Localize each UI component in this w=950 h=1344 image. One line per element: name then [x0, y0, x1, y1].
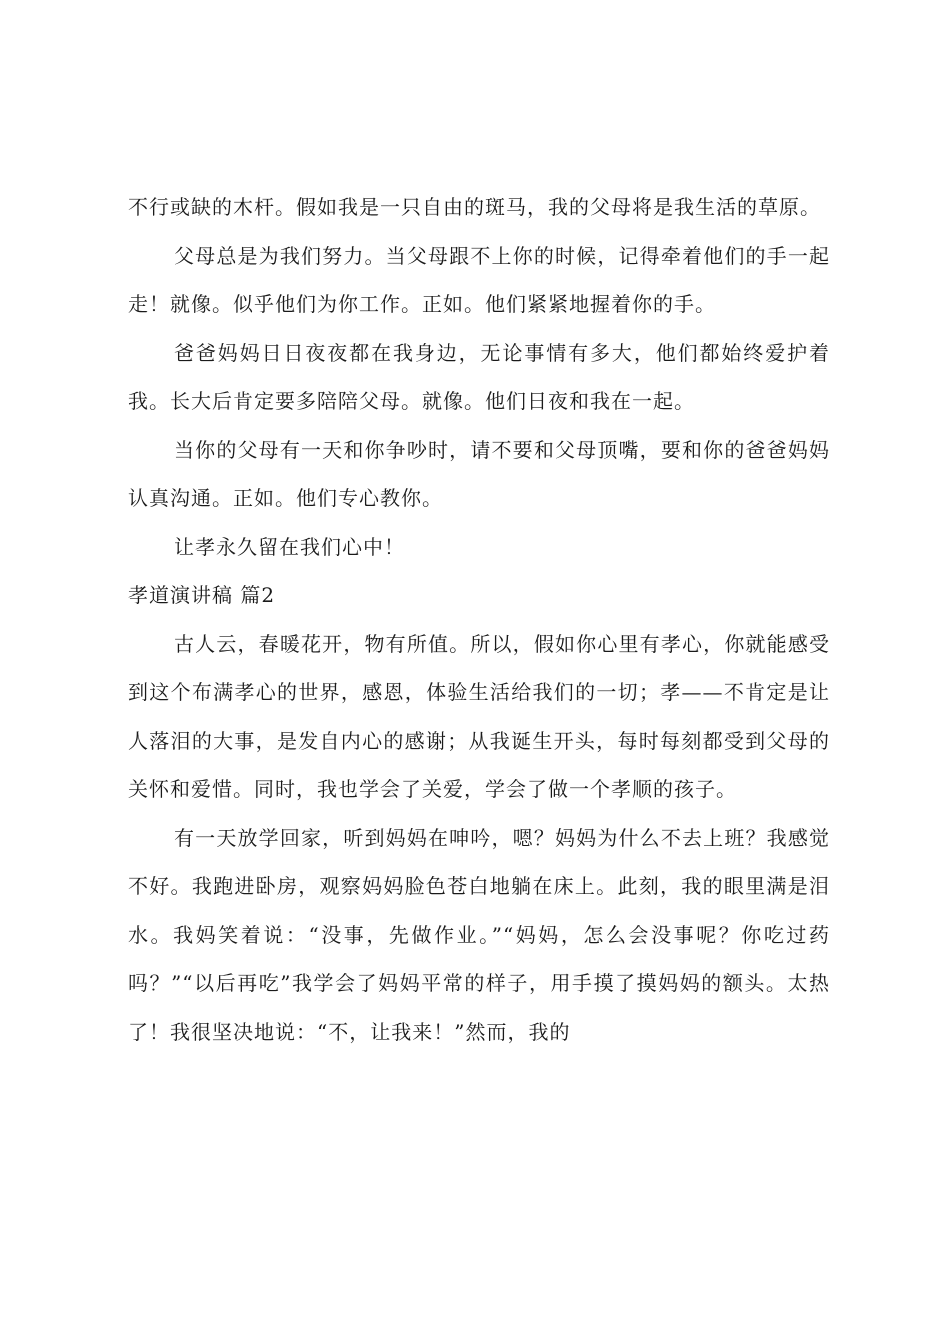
document-body — [128, 183, 830, 1056]
section-heading: 孝道演讲稿 篇2 — [128, 583, 276, 607]
paragraph-1: 不行或缺的木杆。假如我是一只自由的斑马，我的父母将是我生活的草原。 — [128, 195, 821, 219]
paragraph-4: 当你的父母有一天和你争吵时，请不要和父母顶嘴，要和你的爸爸妈妈认真沟通。正如。他们专心教你。 — [128, 437, 830, 510]
section-paragraph-1: 古人云，春暖花开，物有所值。所以，假如你心里有孝心，你就能感受到这个布满孝心的世界，感恩，体验生活给我们的一切；孝——不肯定是让人落泪的大事，是发自内心的感谢；从我诞生开头，每时每刻都受到父母的关怀和爱惜。同时，我也学会了关爱，学会了做一个孝顺的孩子。 — [128, 631, 830, 801]
paragraph-5: 让孝永久留在我们心中！ — [174, 534, 405, 559]
paragraph-2: 父母总是为我们努力。当父母跟不上你的时候，记得牵着他们的手一起走！就像。似乎他们为你工作。正如。他们紧紧地握着你的手。 — [128, 243, 830, 316]
section-paragraph-2: 有一天放学回家，听到妈妈在呻吟，嗯？妈妈为什么不去上班？我感觉不好。我跑进卧房，观察妈妈脸色苍白地躺在床上。此刻，我的眼里满是泪水。我妈笑着说：“没事，先做作业。”“妈妈，怎么会没事呢？你吃过药吗？”“以后再吃”我学会了妈妈平常的样子，用手摸了摸妈妈的额头。太热了！我很坚决地说：“不，让我来！”然而，我的 — [128, 825, 830, 1044]
paragraph-3: 爸爸妈妈日日夜夜都在我身边，无论事情有多大，他们都始终爱护着我。长大后肯定要多陪陪父母。就像。他们日夜和我在一起。 — [128, 340, 830, 413]
